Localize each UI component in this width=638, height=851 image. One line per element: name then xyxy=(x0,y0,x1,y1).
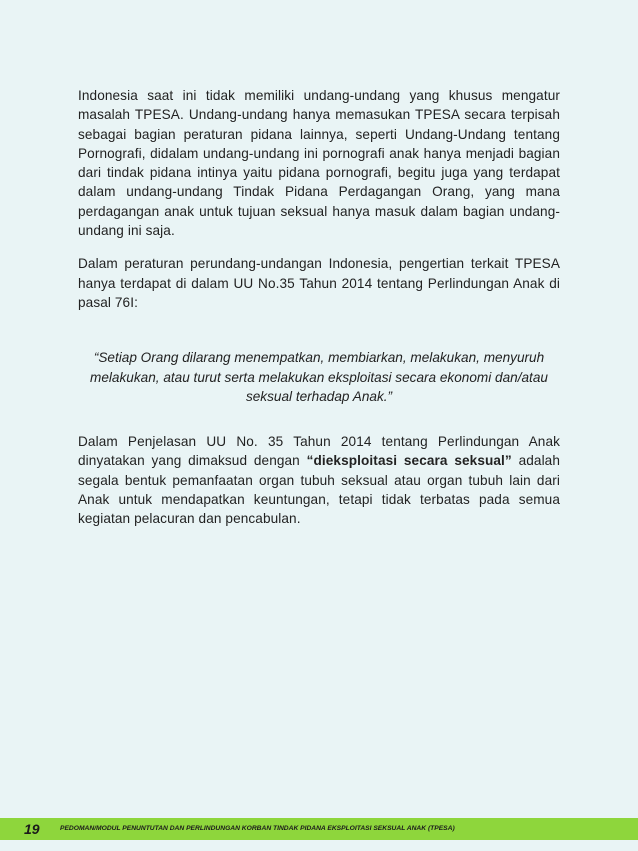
footer-title: PEDOMAN/MODUL PENUNTUTAN DAN PERLINDUNGAN KORBAN TINDAK PIDANA EKSPLOITASI SEKSUAL ANAK (TPESA) xyxy=(60,825,455,832)
paragraph-3-text-before: Dalam Penjelasan UU No. 35 Tahun 2014 tentang Perlindungan Anak dinyatakan yang dimaksud dengan xyxy=(78,434,560,469)
paragraph-1: Indonesia saat ini tidak memiliki undang-undang yang khusus mengatur masalah TPESA. Undang-undang hanya memasukan TPESA secara terpisah sebagai bagian peraturan pidana lainnya, seperti Undang-Undang tentang Pornografi, didalam undang-undang ini pornografi anak hanya menjadi bagian dari tindak pidana intinya yaitu pidana pornografi, begitu juga yang terdapat dalam undang-undang Tindak Pidana Perdagangan Orang, yang mana perdagangan anak untuk tujuan seksual hanya masuk dalam bagian undang-undang ini saja. xyxy=(78,88,560,239)
footer-bottom-strip xyxy=(0,840,638,851)
paragraph-3 xyxy=(78,432,560,528)
body-content xyxy=(78,86,560,543)
paragraph-2: Dalam peraturan perundang-undangan Indonesia, pengertian terkait TPESA hanya terdapat di dalam UU No.35 Tahun 2014 tentang Perlindungan Anak di pasal 76I: xyxy=(78,256,560,310)
page-number: 19 xyxy=(24,821,40,837)
paragraph-3-text-after: adalah segala bentuk pemanfaatan organ tubuh seksual atau organ tubuh lain dari Anak untuk mendapatkan keuntungan, tetapi tidak terbatas pada semua kegiatan pelacuran dan pencabulan. xyxy=(78,453,561,527)
legal-quote: “Setiap Orang dilarang menempatkan, membiarkan, melakukan, menyuruh melakukan, atau turut serta melakukan eksploitasi secara ekonomi dan/atau seksual terhadap Anak.” xyxy=(90,350,548,404)
paragraph-3-bold-term: “dieksploitasi secara seksual” xyxy=(306,453,512,469)
